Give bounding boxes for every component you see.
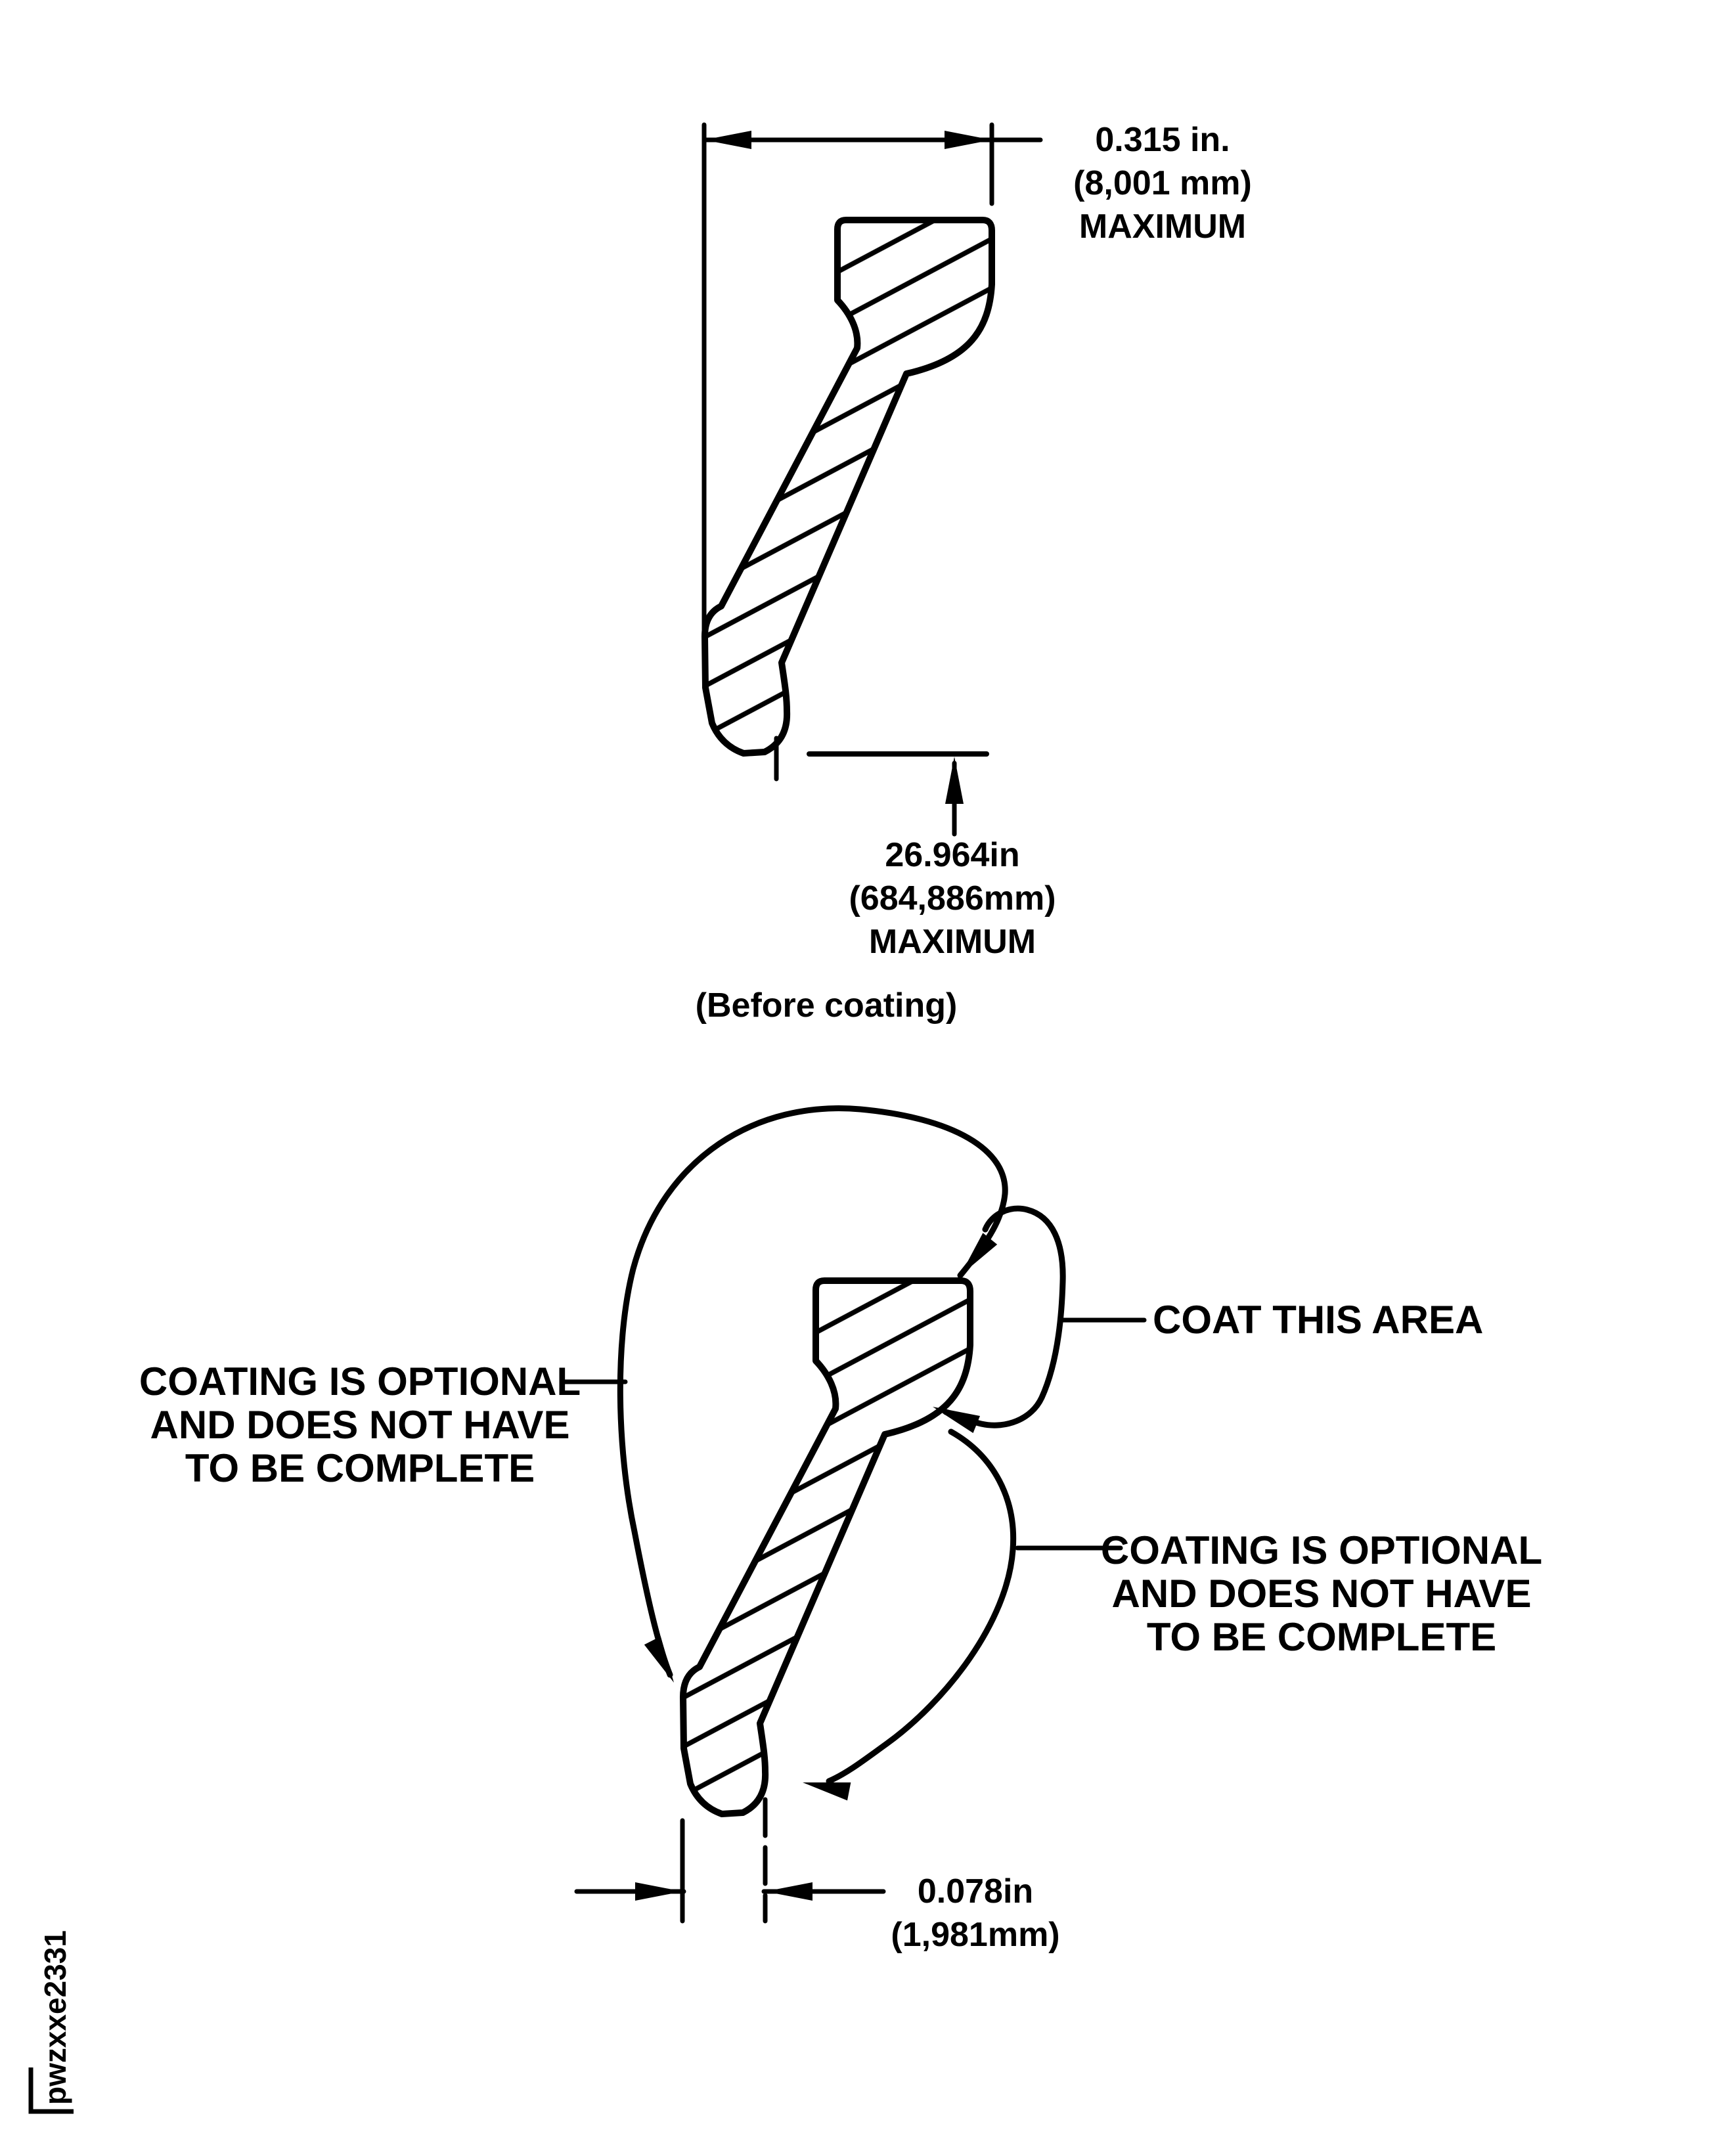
right-coating-arrowhead [801,1773,851,1800]
left-note-line-3: TO BE COMPLETE [185,1446,535,1490]
width-dimension-label [1073,118,1252,248]
watermark-id: pwzxxe2331 [38,1930,72,2105]
right-note-line-1: COATING IS OPTIONAL [1100,1528,1543,1572]
top-figure-linework [704,125,1040,834]
width-arrowhead-right [945,131,992,149]
right-coating-note [1101,1529,1542,1659]
width-dim-line-3: MAXIMUM [1079,208,1247,246]
left-coating-arrowhead-bottom [644,1636,682,1687]
gap-dim-line-3: MAXIMUM [868,923,1036,961]
thickness-dim-line-1: 0.078in [917,1872,1034,1911]
thickness-dimension-label [891,1870,1059,1956]
gap-dim-line-1: 26.964in [885,836,1020,874]
width-arrowhead-left [704,131,751,149]
left-coating-note [139,1360,581,1490]
width-dim-line-1: 0.315 in. [1095,121,1230,159]
coat-area-note: COAT THIS AREA [1153,1298,1484,1342]
thickness-arrowhead-left [635,1882,682,1901]
left-note-line-2: AND DOES NOT HAVE [150,1403,570,1447]
left-note-line-1: COATING IS OPTIONAL [139,1359,581,1403]
right-note-line-3: TO BE COMPLETE [1146,1615,1497,1659]
thickness-dim-line-2: (1,981mm) [891,1916,1060,1954]
right-note-line-2: AND DOES NOT HAVE [1111,1572,1532,1616]
gap-dimension-label [849,833,1056,963]
ring-cross-section-top [705,220,992,753]
bottom-figure-linework [565,1109,1144,1921]
ring-cross-section-bottom [683,1281,970,1814]
gap-arrowhead-up [945,757,964,804]
before-coating-caption: (Before coating) [695,986,958,1025]
thickness-arrowhead-right [765,1882,812,1901]
width-dim-line-2: (8,001 mm) [1073,164,1252,202]
gap-dim-line-2: (684,886mm) [849,879,1056,917]
